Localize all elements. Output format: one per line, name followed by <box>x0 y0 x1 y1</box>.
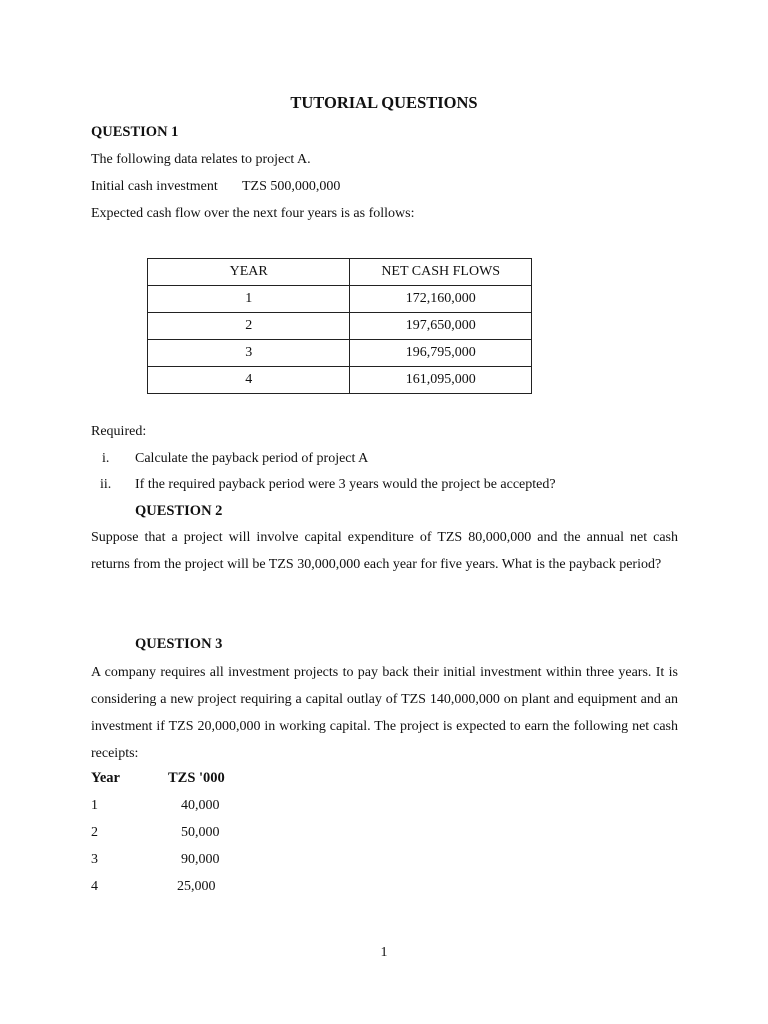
q2-paragraph: Suppose that a project will involve capital expenditure of TZS 80,000,000 and the annual net cash returns from the project will be TZS 30,000,000 each year for five years. What is the payback period? <box>91 530 678 572</box>
q1-intro-text: The following data relates to project A. <box>91 152 311 167</box>
q1-cashflow-intro: Expected cash flow over the next four years is as follows: <box>91 206 415 221</box>
list-item-marker: i. <box>102 451 110 466</box>
list-item-marker: ii. <box>100 477 112 492</box>
question-3-heading: QUESTION 3 <box>135 636 223 652</box>
q3-table-header-amount: TZS '000 <box>168 770 225 786</box>
table-cell-amount: 25,000 <box>177 879 216 894</box>
table-cell-year: 4 <box>91 879 98 894</box>
table-row <box>148 313 532 340</box>
page-number: 1 <box>380 945 388 960</box>
table-cell-year: 1 <box>148 286 350 313</box>
table-cell-amount: 50,000 <box>181 825 220 840</box>
table-cell-year: 4 <box>148 367 350 394</box>
table-cell-year: 3 <box>91 852 98 867</box>
table-cell-cash-flow: 161,095,000 <box>350 367 532 394</box>
q1-investment-label: Initial cash investment <box>91 179 218 194</box>
table-cell-cash-flow: 196,795,000 <box>350 340 532 367</box>
list-item: Calculate the payback period of project A <box>135 451 369 466</box>
q1-required-label: Required: <box>91 424 147 439</box>
question-2-heading: QUESTION 2 <box>135 503 223 519</box>
table-cell-amount: 90,000 <box>181 852 220 867</box>
table-cell-cash-flow: 197,650,000 <box>350 313 532 340</box>
table-cell-year: 3 <box>148 340 350 367</box>
table-row <box>148 286 532 313</box>
table-cell-amount: 40,000 <box>181 798 220 813</box>
list-item: If the required payback period were 3 years would the project be accepted? <box>135 477 556 492</box>
table-cell-year: 2 <box>148 313 350 340</box>
table-row <box>148 340 532 367</box>
table-header-year: YEAR <box>148 259 350 286</box>
table-cell-cash-flow: 172,160,000 <box>350 286 532 313</box>
q3-paragraph: A company requires all investment projects to pay back their initial investment within three years. It is considering a new project requiring a capital outlay of TZS 140,000,000 on plant and equipment and an investment if TZS 20,000,000 in working capital. The project is expected to earn the following net cash receipts: <box>91 665 678 761</box>
table-header-net-cash-flows: NET CASH FLOWS <box>350 259 532 286</box>
q1-investment-value: TZS 500,000,000 <box>242 179 341 194</box>
q3-table-header-year: Year <box>91 770 120 786</box>
q1-cashflow-table <box>147 258 532 394</box>
table-header-row <box>148 259 532 286</box>
table-row <box>148 367 532 394</box>
page-title: TUTORIAL QUESTIONS <box>290 93 478 112</box>
question-1-heading: QUESTION 1 <box>91 124 179 140</box>
table-cell-year: 1 <box>91 798 98 813</box>
table-cell-year: 2 <box>91 825 98 840</box>
